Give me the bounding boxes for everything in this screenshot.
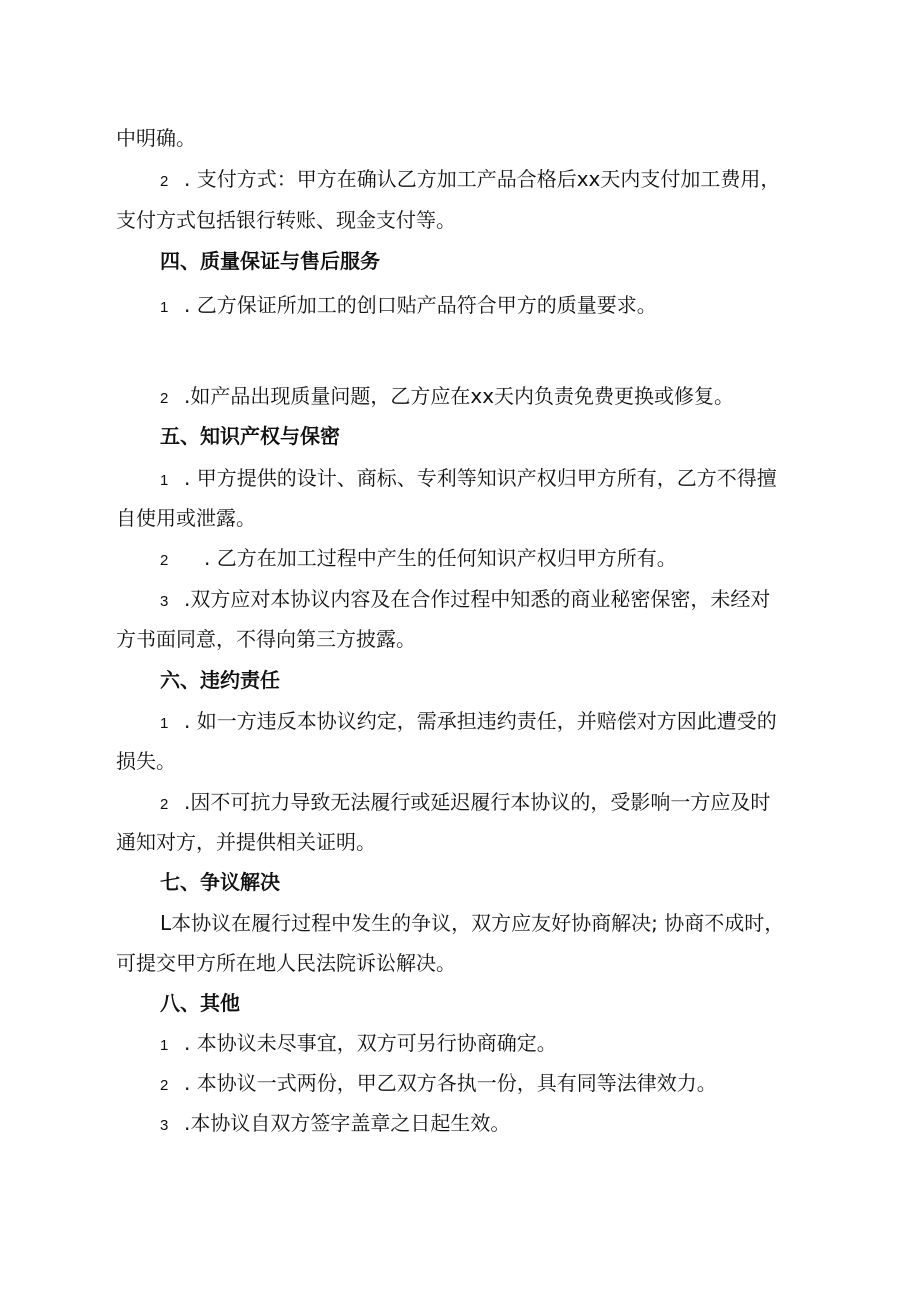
paragraph-line [116,205,456,235]
list-item-line [160,463,777,493]
list-number: 1 [160,299,169,316]
list-number: 3 [160,593,169,610]
line-text: . 本协议未尽事宜，双方可另行协商确定。 [184,1031,557,1055]
list-item-line [160,584,770,614]
paragraph-line [116,624,416,654]
list-item-line [160,1108,510,1138]
list-number: 2 [160,796,169,813]
list-item-line [160,543,677,573]
paragraph-line [116,827,376,857]
list-item-line [160,706,777,736]
line-text: .本协议自双方签字盖章之日起生效。 [184,1111,511,1135]
list-number: 3 [160,1117,169,1134]
line-text: L本协议在履行过程中发生的争议，双方应友好协商解决; 协商不成时， [160,911,785,935]
list-item-line [160,787,770,817]
line-text: .如产品出现质量问题，乙方应在xx天内负责免费更换或修复。 [184,384,735,408]
list-item-line [160,1028,557,1058]
line-text: . 如一方违反本协议约定，需承担违约责任，并赔偿对方因此遭受的 [184,709,777,733]
section-heading: 八、其他 [160,991,240,1015]
list-number: 1 [160,472,169,489]
list-item-line [160,1068,717,1098]
list-number: 2 [160,173,169,190]
line-text: . 乙方在加工过程中产生的任何知识产权归甲方所有。 [204,546,677,570]
paragraph-line [116,948,456,978]
line-text: . 支付方式：甲方在确认乙方加工产品合格后xx天内支付加工费用， [184,167,781,191]
list-number: 2 [160,552,169,569]
line-text: 可提交甲方所在地人民法院诉讼解决。 [116,951,456,975]
paragraph-line [116,503,256,533]
section-heading: 七、争议解决 [160,870,280,894]
paragraph-line [116,123,196,153]
line-text: 中明确。 [116,126,196,150]
list-item-line [160,381,734,411]
line-text: .双方应对本协议内容及在合作过程中知悉的商业秘密保密，未经对 [184,587,771,611]
line-text: . 本协议一式两份，甲乙双方各执一份，具有同等法律效力。 [184,1071,717,1095]
section-heading: 六、违约责任 [160,668,280,692]
line-text: . 甲方提供的设计、商标、专利等知识产权归甲方所有，乙方不得擅 [184,466,777,490]
line-text: 方书面同意，不得向第三方披露。 [116,627,416,651]
line-text: 自使用或泄露。 [116,506,256,530]
section-heading: 五、知识产权与保密 [160,424,340,448]
line-text: . 乙方保证所加工的创口贴产品符合甲方的质量要求。 [184,293,657,317]
list-number: 2 [160,1077,169,1094]
line-text: 通知对方，并提供相关证明。 [116,830,376,854]
paragraph-line [116,746,176,776]
line-text: .因不可抗力导致无法履行或延迟履行本协议的，受影响一方应及时 [184,790,771,814]
list-number: 2 [160,390,169,407]
list-item-line [160,290,657,320]
list-number: 1 [160,1037,169,1054]
list-number: 1 [160,715,169,732]
line-text: 支付方式包括银行转账、现金支付等。 [116,208,456,232]
line-text: 损失。 [116,749,176,773]
section-heading: 四、质量保证与售后服务 [160,249,380,273]
paragraph-line [160,908,784,938]
list-item-line [160,164,780,194]
